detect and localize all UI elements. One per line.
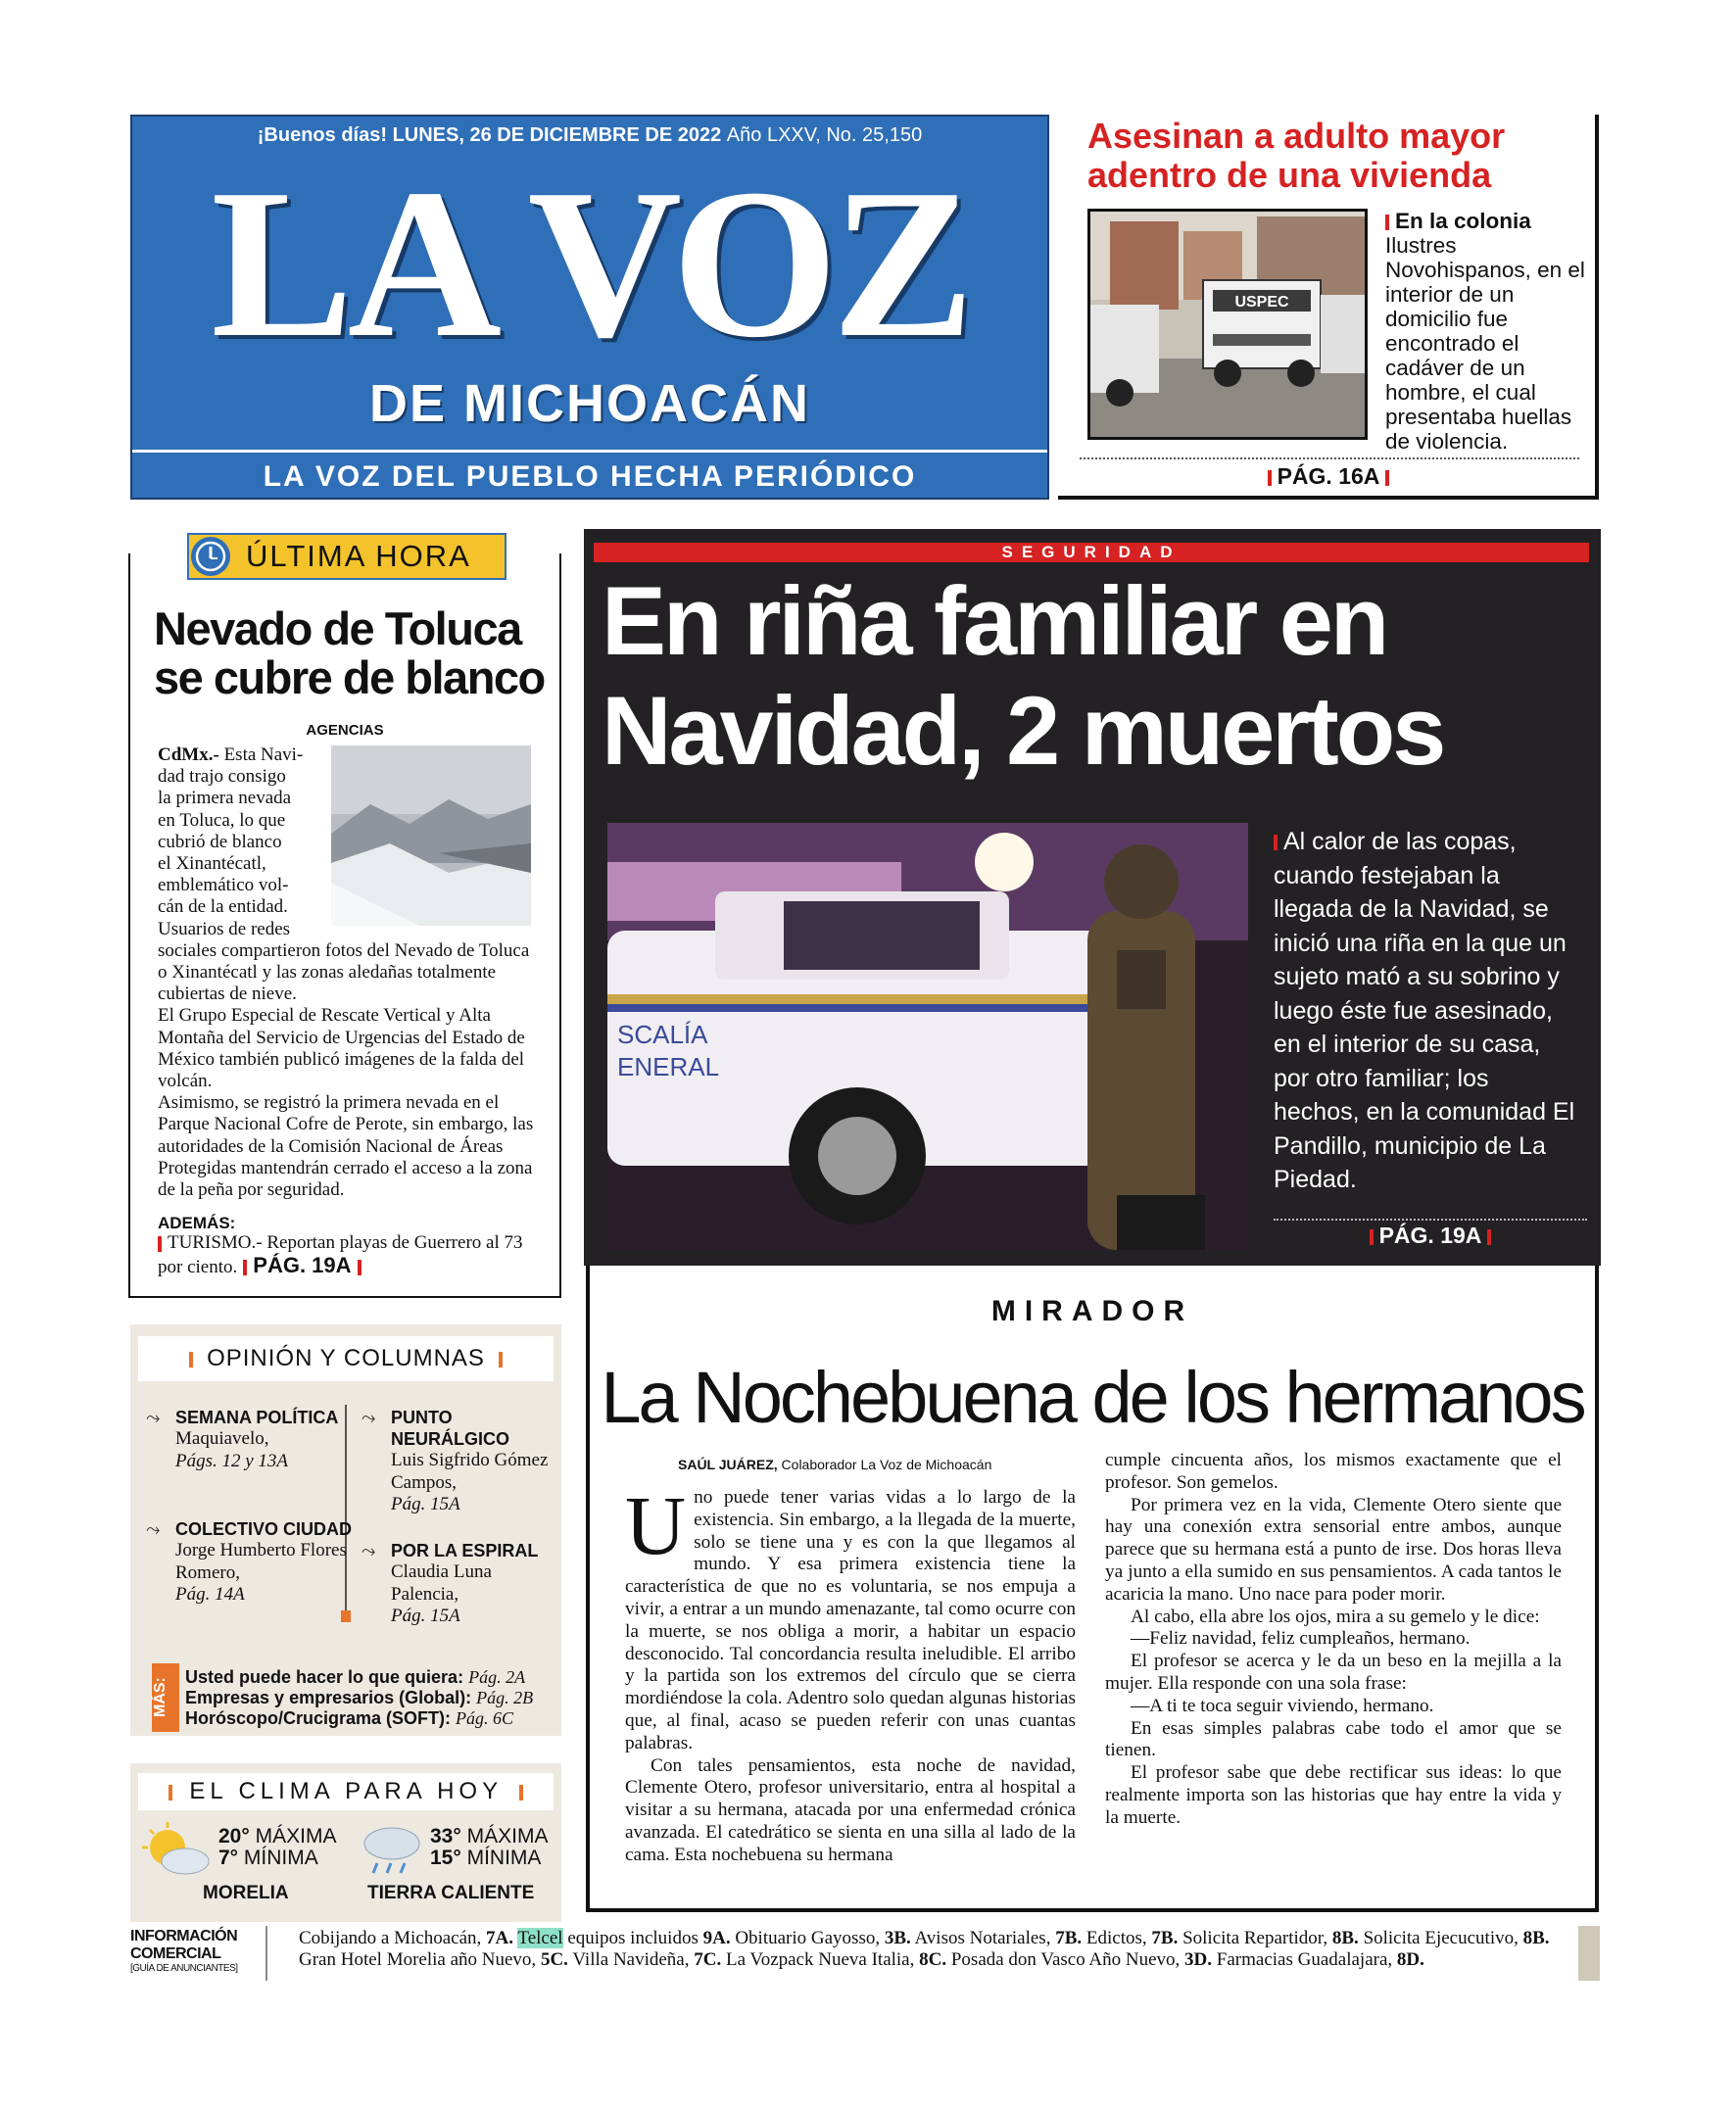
mas-item[interactable]: Usted puede hacer lo que quiera: Pág. 2A — [185, 1667, 526, 1687]
arrow-icon: ⤳ — [362, 1541, 376, 1560]
mas-list — [185, 1667, 557, 1729]
advertiser-item[interactable]: Solicita Repartidor, 8B. — [1182, 1928, 1359, 1948]
paragraph-3: Asimismo, se registró la primera nevada en el Parque Nacional Cofre de Perote, sin embargo, las autoridades de la Comisión Nacional de Áreas Protegidas mantendrán cerrado el acceso a la zona de la peña por seguridad. — [158, 1092, 534, 1201]
arrow-icon: ⤳ — [146, 1519, 161, 1539]
mirador-column-a — [625, 1478, 1076, 1867]
narrow-line: CdMx.- Esta Navi- — [158, 744, 304, 765]
top-story-lead: En la colonia — [1395, 209, 1531, 233]
paragraph-2: El Grupo Especial de Rescate Vertical y Alta Montaña del Servicio de Urgencias del Estado de México también publicó imágenes de la falda del volcán. — [158, 1005, 525, 1092]
newspaper-logo[interactable]: LA VOZ — [211, 146, 969, 382]
ultima-hora-badge — [187, 533, 506, 580]
paragraph-1-rest: sociales compartieron fotos del Nevado de Toluca o Xinantécatl y las zonas aledañas totalmente cubiertas de nieve. — [158, 939, 530, 1005]
narrow-paragraph — [158, 744, 324, 940]
divider — [265, 1926, 267, 1981]
narrow-line: Usuarios de redes — [158, 918, 291, 939]
agency-credit: AGENCIAS — [306, 722, 384, 739]
narrow-line: emblemático vol- — [158, 875, 289, 896]
mirador-paragraph: Con tales pensamientos, esta noche de navidad, Clemente Otero, profesor universitario, entra al hospital a visitar a su hermana, atacada por una enfermedad crónica avanzada. El catedrático se sienta en una silla al lado de la cama. Esta nochebuena su hermana — [625, 1754, 1076, 1865]
lead-body: Al calor de las copas, cuando festejaban la llegada de la Navidad, se inició una riña en la que un sujeto mató a su sobrino y luego éste fue asesinado, en el interior de su casa, por otro familiar; los hechos, en la comunidad El Pandillo, municipio de La Piedad. — [1274, 828, 1575, 1193]
ultima-hora-box — [128, 539, 561, 1298]
advertiser-item[interactable]: Villa Navideña, 7C. — [572, 1949, 722, 1970]
ultima-hora-body — [158, 744, 543, 1201]
column-semana-politica[interactable]: ⤳ SEMANA POLÍTICA Maquiavelo, Págs. 12 y 13A — [146, 1408, 339, 1471]
ademas-page[interactable]: PÁG. 19A — [253, 1252, 352, 1277]
ultima-hora-label: ÚLTIMA HORA — [246, 539, 471, 573]
divider — [1080, 457, 1579, 459]
greeting: ¡Buenos días! — [257, 124, 388, 146]
ultima-hora-headline[interactable]: Nevado de Toluca se cubre de blanco — [154, 602, 545, 703]
mas-item[interactable]: Empresas y empresarios (Global): Pág. 2B — [185, 1688, 534, 1707]
sun-cloud-icon — [142, 1822, 211, 1877]
narrow-line: dad trajo consigo — [158, 766, 286, 788]
advertiser-item[interactable]: Obituario Gayosso, 3B. — [735, 1928, 911, 1948]
advertiser-list — [299, 1928, 1572, 1971]
mirador-paragraph: cumple cincuenta años, los mismos exactamente que el profesor. Son gemelos. — [1105, 1450, 1562, 1493]
mirador-paragraph: Al cabo, ella abre los ojos, mira a su gemelo y le dice: — [1131, 1606, 1540, 1627]
weather-header: EL CLIMA PARA HOY — [138, 1773, 554, 1810]
top-story-photo — [1087, 209, 1368, 440]
dateline — [132, 124, 1047, 147]
mirador-paragraph: —Feliz navidad, feliz cumpleaños, hermano. — [1131, 1628, 1471, 1650]
mirador-paragraph: —A ti te toca seguir viviendo, hermano. — [1131, 1695, 1434, 1716]
narrow-line: en Toluca, lo que — [158, 809, 286, 831]
mirador-paragraph: El profesor sabe que debe rectificar sus ideas: lo que realmente importa son las historias que hay entre la vida y la muerte. — [1105, 1762, 1562, 1828]
mirador-paragraph: Por primera vez en la vida, Clemente Otero siente que hay una conexión extra sensorial entre ambos, aunque parece que su hermana está a punto de irse. Dos horas lleva ya junto a ella sumido en sus pensamientos. A cada tantos le acaricia la mano. Uno nace para poder morir. — [1105, 1494, 1562, 1605]
mas-label: MÁS: — [152, 1677, 169, 1718]
ademas-text: TURISMO.- Reportan playas de Guerrero al 73 por ciento. — [158, 1232, 523, 1277]
mirador-paragraph: En esas simples palabras cabe todo el amor que se tienen. — [1105, 1717, 1562, 1761]
rain-cloud-icon — [362, 1822, 422, 1877]
narrow-line: la primera nevada — [158, 788, 292, 809]
dropcap: U — [625, 1478, 687, 1572]
newspaper-subtitle: DE MICHOACÁN — [369, 374, 810, 433]
top-story-headline[interactable]: Asesinan a adulto mayor adentro de una vivienda — [1087, 116, 1506, 195]
date: LUNES, 26 DE DICIEMBRE DE 2022 — [392, 124, 722, 146]
photo-text-1: SCALÍA — [617, 1020, 708, 1049]
city-tierra-caliente: TIERRA CALIENTE — [367, 1883, 535, 1903]
mirador-paragraph: El profesor se acerca y le da un beso en la mejilla a la mujer. Ella responde con una sola frase: — [1105, 1651, 1562, 1694]
mirador-kicker: MIRADOR — [990, 1295, 1194, 1327]
mirador-headline[interactable]: La Nochebuena de los hermanos — [601, 1357, 1584, 1438]
opinion-header: OPINIÓN Y COLUMNAS — [138, 1336, 554, 1381]
advertiser-guide-label: INFORMACIÓN COMERCIAL [GUÍA DE ANUNCIANTES] — [130, 1928, 238, 1974]
mirador-byline: SAÚL JUÁREZ, Colaborador La Voz de Michoacán — [678, 1457, 992, 1472]
slogan: LA VOZ DEL PUEBLO HECHA PERIÓDICO — [132, 450, 1047, 502]
decorative-bar — [1578, 1926, 1600, 1981]
advertiser-item[interactable]: Solicita Ejecucutivo, 8B. — [1363, 1928, 1550, 1948]
tierra-caliente-temps: 33° MÁXIMA 15° MÍNIMA — [430, 1825, 549, 1869]
lead-text — [1274, 825, 1579, 1197]
top-story-page[interactable]: PÁG. 16A — [1058, 463, 1599, 490]
mas-item[interactable]: Horóscopo/Crucigrama (SOFT): Pág. 6C — [185, 1708, 514, 1728]
police-scene-photo — [1090, 212, 1365, 437]
advertiser-item[interactable]: Cobijando a Michoacán, 7A. — [299, 1928, 513, 1948]
ademas-section — [158, 1215, 543, 1278]
masthead — [130, 115, 1049, 500]
narrow-line: el Xinantécatl, — [158, 853, 266, 875]
photo-uspec-text: USPEC — [1234, 294, 1289, 311]
orange-marker — [341, 1610, 351, 1622]
arrow-icon: ⤳ — [146, 1408, 161, 1427]
city-morelia: MORELIA — [203, 1883, 289, 1903]
arrow-icon: ⤳ — [362, 1408, 376, 1427]
advertiser-item[interactable]: Telcel equipos incluidos 9A. — [517, 1928, 731, 1948]
column-colectivo-ciudad[interactable]: ⤳ COLECTIVO CIUDAD Jorge Humberto Flores Romero, Pág. 14A — [146, 1519, 352, 1605]
advertiser-item[interactable]: Gran Hotel Morelia año Nuevo, 5C. — [299, 1949, 568, 1970]
divider — [1274, 1219, 1587, 1221]
column-punto-neuralgico[interactable]: ⤳ PUNTO NEURÁLGICO Luis Sigfrido Gómez Campos, Pág. 15A — [362, 1408, 549, 1514]
advertiser-item[interactable]: La Vozpack Nueva Italia, 8C. — [725, 1949, 947, 1970]
narrow-line: cán de la entidad. — [158, 896, 288, 918]
narrow-line: cubrió de blanco — [158, 831, 282, 852]
advertiser-guide — [130, 1926, 1600, 1981]
photo-text-2: ENERAL — [617, 1052, 720, 1081]
advertiser-item[interactable]: Avisos Notariales, 7B. — [914, 1928, 1083, 1948]
advertiser-item[interactable]: Posada don Vasco Año Nuevo, 3D. — [950, 1949, 1213, 1970]
mirador-column — [586, 1266, 1599, 1912]
lead-page[interactable]: PÁG. 19A — [1274, 1223, 1587, 1249]
lead-photo — [607, 823, 1248, 1250]
mirador-paragraph: Uno puede tener varias vidas a lo largo de la existencia. Sin embargo, a la llegada de la muerte, solo se tiene una y es con la que llegamos al mundo. Y esa primera existencia tiene la característica de que no es voluntaria, se nos empuja a vivir, a entrar a un mundo amenazante, tal como ocurre con la muerte, se nos obliga a morir, a habitar un espacio desconocido. Tal concordancia resulta ineludible. El arribo y la partida son los extremos del círculo que se cierra mordiéndose la cola. Adentro solo quedan algunas historias que, al final, acaso se pueden referir con unas cuantas palabras. — [625, 1478, 1076, 1753]
morelia-temps: 20° MÁXIMA 7° MÍNIMA — [218, 1825, 337, 1869]
ademas-label: ADEMÁS: — [158, 1214, 236, 1232]
lead-story[interactable] — [584, 529, 1601, 1266]
section-bar: SEGURIDAD — [594, 543, 1589, 562]
opinion-box — [130, 1324, 561, 1736]
clock-icon — [191, 537, 230, 576]
top-story-body: Ilustres Novohispanos, en el interior de un domicilio fue encontrado el cadáver de un hombre, el cual presentaba huellas de violencia. — [1385, 233, 1585, 454]
advertiser-item[interactable]: Farmacias Guadalajara, 8D. — [1216, 1949, 1424, 1970]
mirador-column-b — [1105, 1450, 1562, 1830]
top-story[interactable] — [1058, 115, 1599, 500]
weather-box — [130, 1763, 561, 1922]
advertiser-item[interactable]: Edictos, 7B. — [1085, 1928, 1179, 1948]
column-por-la-espiral[interactable]: ⤳ POR LA ESPIRAL Claudia Luna Palencia, Pág. 15A — [362, 1541, 539, 1626]
lead-headline[interactable]: En riña familiar en Navidad, 2 muertos — [602, 566, 1444, 785]
top-story-text — [1385, 209, 1593, 454]
edition: Año LXXV, No. 25,150 — [726, 124, 923, 146]
